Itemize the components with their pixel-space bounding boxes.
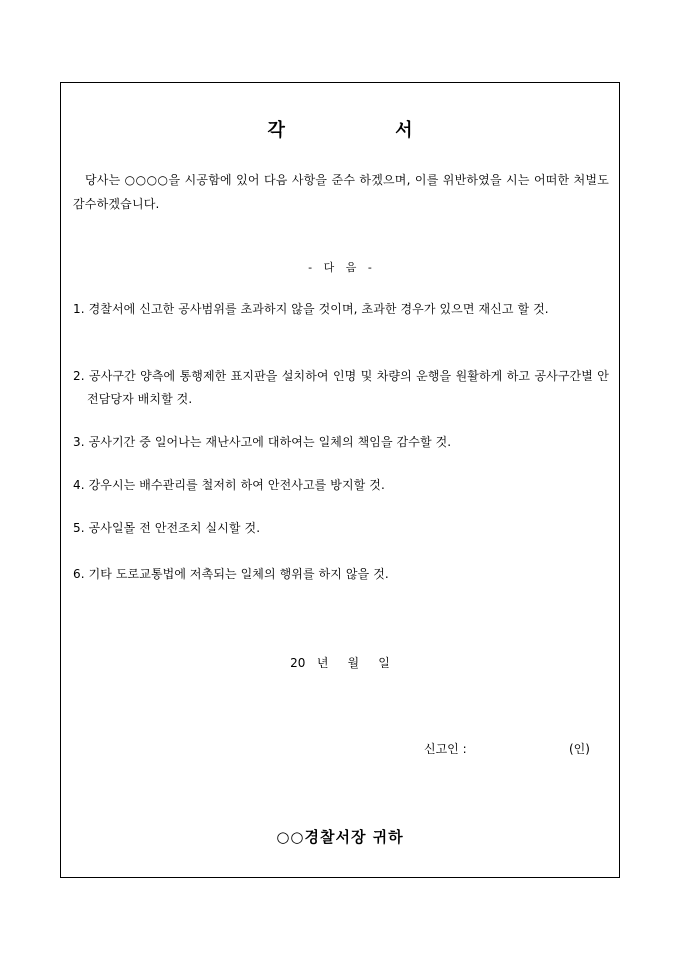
reporter-label: 신고인 : [424, 742, 467, 756]
list-item: 4. 강우시는 배수관리를 철저히 하여 안전사고를 방지할 것. [73, 478, 385, 492]
seal-mark: (인) [569, 742, 590, 756]
list-item: 6. 기타 도로교통법에 저촉되는 일체의 행위를 하지 않을 것. [73, 567, 389, 581]
intro-text: 당사는 ○○○○을 시공함에 있어 다음 사항을 준수 하겠으며, 이를 위반하였을 시는 어떠한 처벌도 감수하겠습니다. [73, 173, 609, 211]
date-line: 20 년 월 일 [290, 656, 390, 670]
addressee: ○○경찰서장 귀하 [276, 828, 404, 846]
section-heading: - 다 음 - [308, 261, 372, 274]
document-title: 각 서 [267, 120, 413, 141]
list-item: 3. 공사기간 중 일어나는 재난사고에 대하여는 일체의 책임을 감수할 것. [73, 435, 452, 449]
list-item: 5. 공사일몰 전 안전조치 실시할 것. [73, 521, 261, 535]
list-item: 2. 공사구간 양측에 통행제한 표지판을 설치하여 인명 및 차량의 운행을 원활하게 하고 공사구간별 안전담당자 배치할 것. [73, 369, 609, 406]
list-item: 1. 경찰서에 신고한 공사범위를 초과하지 않을 것이며, 초과한 경우가 있으면 재신고 할 것. [73, 302, 549, 316]
intro-paragraph [73, 168, 609, 216]
